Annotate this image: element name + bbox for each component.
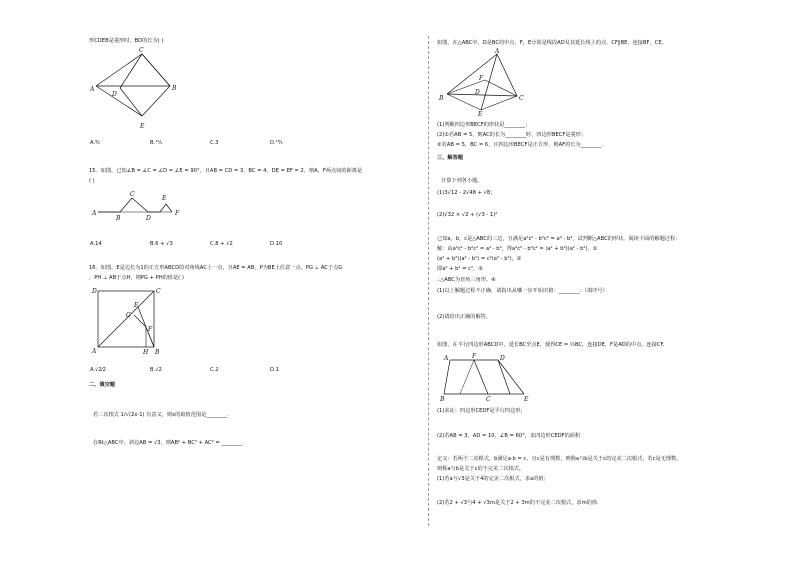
- q-parallelogram-figure: [440, 352, 530, 402]
- q15-choice-d: D.10: [270, 241, 283, 247]
- fig16-label-f: F: [148, 326, 153, 333]
- q-triangle-part-2: (2)①若AB = 5，则AC的长为________时，四边形BECF是菱形；: [437, 132, 587, 138]
- q-triangle-text: 如图，在△ABC中，D是BC的中点，F，E分别是线段AD及其延长线上的点，CF∥BE，连接BF，CE。: [437, 40, 667, 46]
- q-abc-line-3: (a² + b²)(a² - b²) = c²(a² - b²)，②: [437, 256, 522, 262]
- fig16-label-d: D: [92, 288, 97, 295]
- q-para-part-2: (2)若AB = 3，AD = 10，∠B = 60°，求四边形CEDF的面积: [437, 433, 581, 439]
- q16-text-2: ，PH ⊥ AB于点H，则PG + PH的值是( ): [89, 275, 184, 281]
- fig16-label-c: C: [156, 288, 161, 295]
- q16-choice-b: B.√2: [150, 367, 162, 373]
- fig14-label-e: E: [140, 123, 145, 130]
- q14-choice-b: B.¹²⁄₅: [150, 140, 163, 146]
- q15-choice-a: A.14: [90, 241, 102, 247]
- fig16-label-g: G: [126, 312, 131, 319]
- q-def-line-2: 则称a与b是关于c的不完美二次根式。: [437, 466, 525, 472]
- fig14-label-c: C: [139, 47, 144, 54]
- figpara-label-f: F: [472, 353, 477, 360]
- fig15-label-a: A: [92, 210, 97, 217]
- q-abc-line-4: 即a² + b² = c²，③: [437, 266, 483, 272]
- q-abc-line-1: 已知a，b，c是△ABC的三边，且满足a²c² - b²c² = a⁴ - b⁴，试判断△ABC的形状。阅读下面的解题过程：: [437, 236, 681, 242]
- fig15-label-b: B: [116, 215, 121, 222]
- q16-choice-d: D.1: [270, 367, 279, 373]
- figpara-label-b: B: [440, 396, 445, 403]
- figtri-label-e: E: [478, 111, 483, 118]
- q-para-text: 如图，在平行四边形ABCD中，延长BC至点E，使得CE = ½BC，连接DE，F是AD的中点，连接CF.: [437, 342, 665, 348]
- fig16-label-h: H: [143, 349, 149, 356]
- q-triangle-part-1: (1)判断四边形BECF的形状是________；: [437, 122, 531, 128]
- q14-choice-c: C.3: [210, 140, 219, 146]
- figtri-label-b: B: [439, 95, 444, 102]
- q14-rhombus-figure: [90, 46, 190, 136]
- q14-choice-a: A.⁹⁄₅: [90, 140, 101, 146]
- fig14-label-d: D: [112, 91, 117, 98]
- figpara-label-e: E: [524, 396, 529, 403]
- fig15-label-c: C: [130, 191, 135, 198]
- fig15-label-e: E: [162, 195, 167, 202]
- figpara-label-a: A: [444, 355, 449, 362]
- q-def-line-1: 定义：若两个二次根式，b满足a·b = c，且c是有理数，则称a与b是关于c的完美二次根式；若c是无理数，: [437, 456, 682, 462]
- section-fill-in: 二、填空题: [89, 382, 115, 388]
- figtri-label-d: D: [475, 89, 480, 96]
- calc-item-2: (2)√32 × √2 + (√3 - 1)²: [437, 212, 498, 218]
- q15-paren: ( ): [89, 178, 95, 184]
- q15-text: 15．如图，已知∠B = ∠C = ∠D = ∠E = 90°，且AB = CD = 3，BC = 4，DE = EF = 2，则A，F两点间的距离是: [89, 168, 363, 174]
- q-triangle-figure: [437, 50, 537, 116]
- figtri-label-a: A: [495, 48, 500, 55]
- figpara-label-c: C: [486, 396, 491, 403]
- q16-square-figure: [90, 285, 170, 355]
- q-triangle-part-3: ②若AB = 5，BC = 6，且四边形BECF是正方形，则AF的长为________.: [437, 142, 604, 148]
- q16-choice-c: C.2: [210, 367, 219, 373]
- section-solutions: 三、解答题: [437, 155, 463, 161]
- q16-choice-a: A.√2⁄2: [90, 367, 106, 373]
- calc-title: 计算下列各小题。: [441, 178, 483, 184]
- q15-zigzag-figure: [90, 190, 190, 225]
- q-para-part-1: (1)求证：四边形CEDF是平行四边形；: [437, 408, 526, 414]
- figtri-label-f: F: [479, 75, 484, 82]
- figtri-label-c: C: [519, 95, 524, 102]
- fig15-label-d: D: [146, 215, 151, 222]
- q-def-line-3: (1)若a与√3是关于4的完美二次根式，求a的值；: [437, 476, 549, 482]
- fig14-label-b: B: [172, 85, 177, 92]
- fill-question-2: 在Rt△ABC中，斜边AB = √3，则AB² + BC² + AC² = ________.: [93, 440, 244, 446]
- q15-choice-b: B.6 + √3: [150, 241, 173, 247]
- q-abc-line-7: (2)请给出正确的解答。: [437, 314, 492, 320]
- fig16-label-e: E: [134, 302, 139, 309]
- fig16-label-b: B: [155, 349, 160, 356]
- fig16-label-a: A: [92, 348, 97, 355]
- q-abc-line-6: (1)以上解题过程不正确，请指出从哪一步开始出错：________；（填序号）: [437, 288, 608, 294]
- q16-text: 16．如图，E是边长为1的正方形ABCD的对角线AC上一点，且AE = AB，P为BE上任意一点，PG ⊥ AC于点G: [89, 265, 343, 271]
- column-divider: [428, 36, 429, 526]
- figpara-label-d: D: [500, 355, 505, 362]
- q14-choice-d: D.¹⁸⁄₅: [270, 140, 283, 146]
- fig15-label-f: F: [175, 210, 180, 217]
- q14-tail: 形CDEB是菱形时，BD的长为( ): [89, 38, 164, 44]
- fill-question-1: 若二次根式 1/√(2x-1) 有意义，则x的取值范围是________.: [93, 412, 229, 418]
- q-abc-line-2: 解：由a²c² - b²c² = a⁴ - b⁴，得a²c² - b²c² = (a² + b²)(a² - b²)，①: [437, 246, 598, 252]
- q-abc-line-5: ∴△ABC为直角三角形。④: [437, 277, 496, 283]
- fig14-label-a: A: [90, 86, 95, 93]
- q15-choice-c: C.8 + √2: [210, 241, 233, 247]
- q-def-line-4: (2)若2 + √3与4 + √3m是关于2 + 3m的不完美二次根式，求m的值.: [437, 500, 599, 506]
- calc-item-1: (1)3√12 - 2√48 + √8；: [437, 190, 496, 196]
